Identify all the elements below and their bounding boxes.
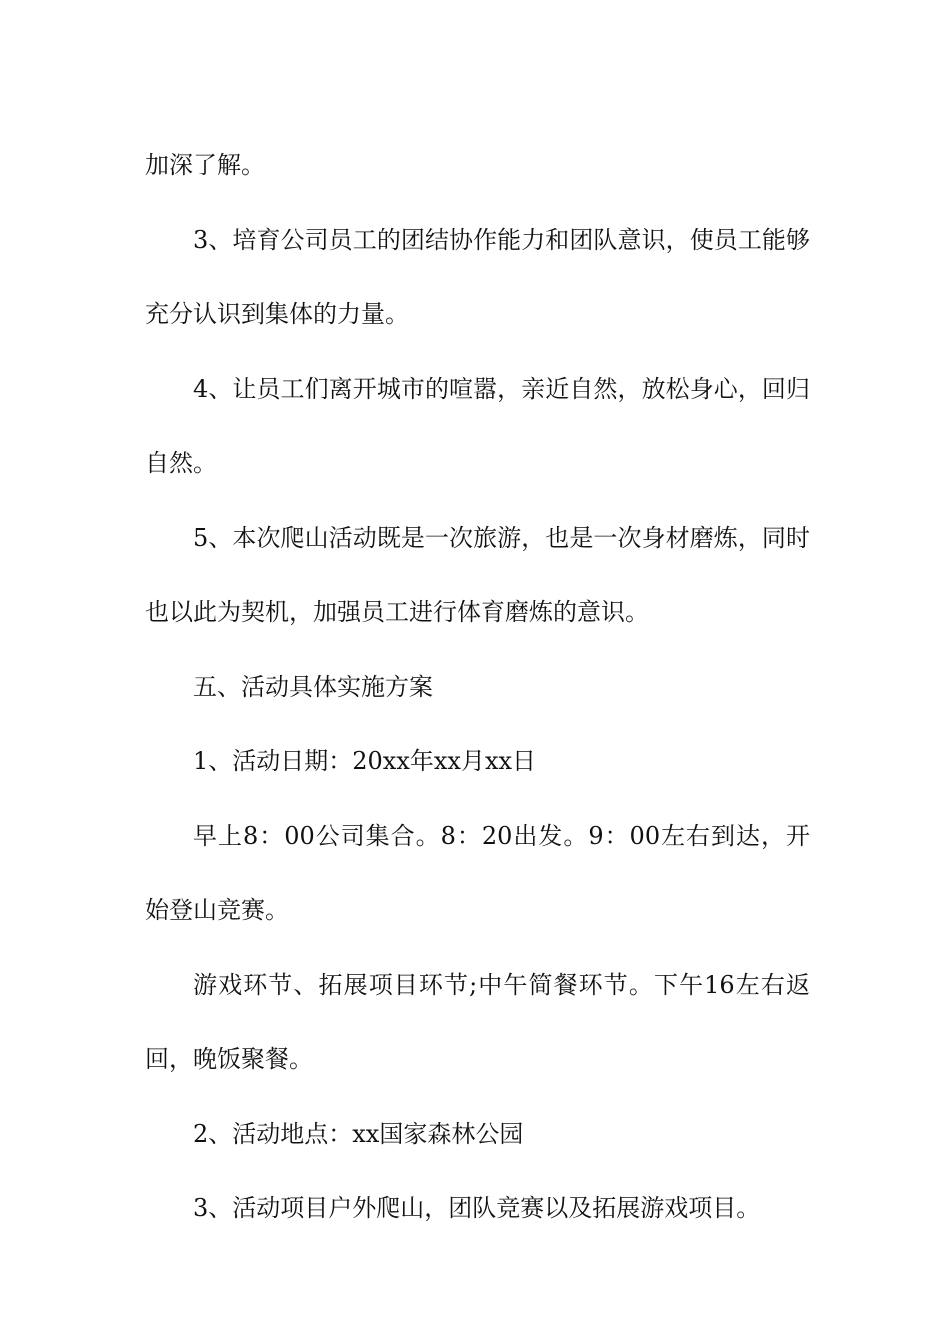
paragraph-activity-items: 3、活动项目户外爬山，团队竞赛以及拓展游戏项目。	[193, 1194, 761, 1222]
paragraph-item-5: 5、本次爬山活动既是一次旅游，也是一次身材磨炼，同时也以此为契机，加强员工进行体育磨炼的意识。	[145, 523, 810, 626]
paragraph-item-4: 4、让员工们离开城市的喧嚣，亲近自然，放松身心，回归自然。	[145, 374, 810, 477]
paragraph-item-3: 3、培育公司员工的团结协作能力和团队意识，使员工能够充分认识到集体的力量。	[145, 225, 810, 328]
document-body	[145, 128, 810, 1246]
paragraph-morning-schedule: 早上8：00公司集合。8：20出发。9：00左右到达，开始登山竞赛。	[145, 821, 810, 924]
paragraph-continuation: 加深了解。	[145, 151, 265, 179]
paragraph-activity-date: 1、活动日期：20xx年xx月xx日	[193, 747, 537, 775]
paragraph-activity-location: 2、活动地点：xx国家森林公园	[193, 1119, 524, 1148]
paragraph-afternoon-schedule: 游戏环节、拓展项目环节;中午简餐环节。下午16左右返回，晚饭聚餐。	[145, 970, 810, 1073]
section-heading-five: 五、活动具体实施方案	[193, 672, 433, 701]
